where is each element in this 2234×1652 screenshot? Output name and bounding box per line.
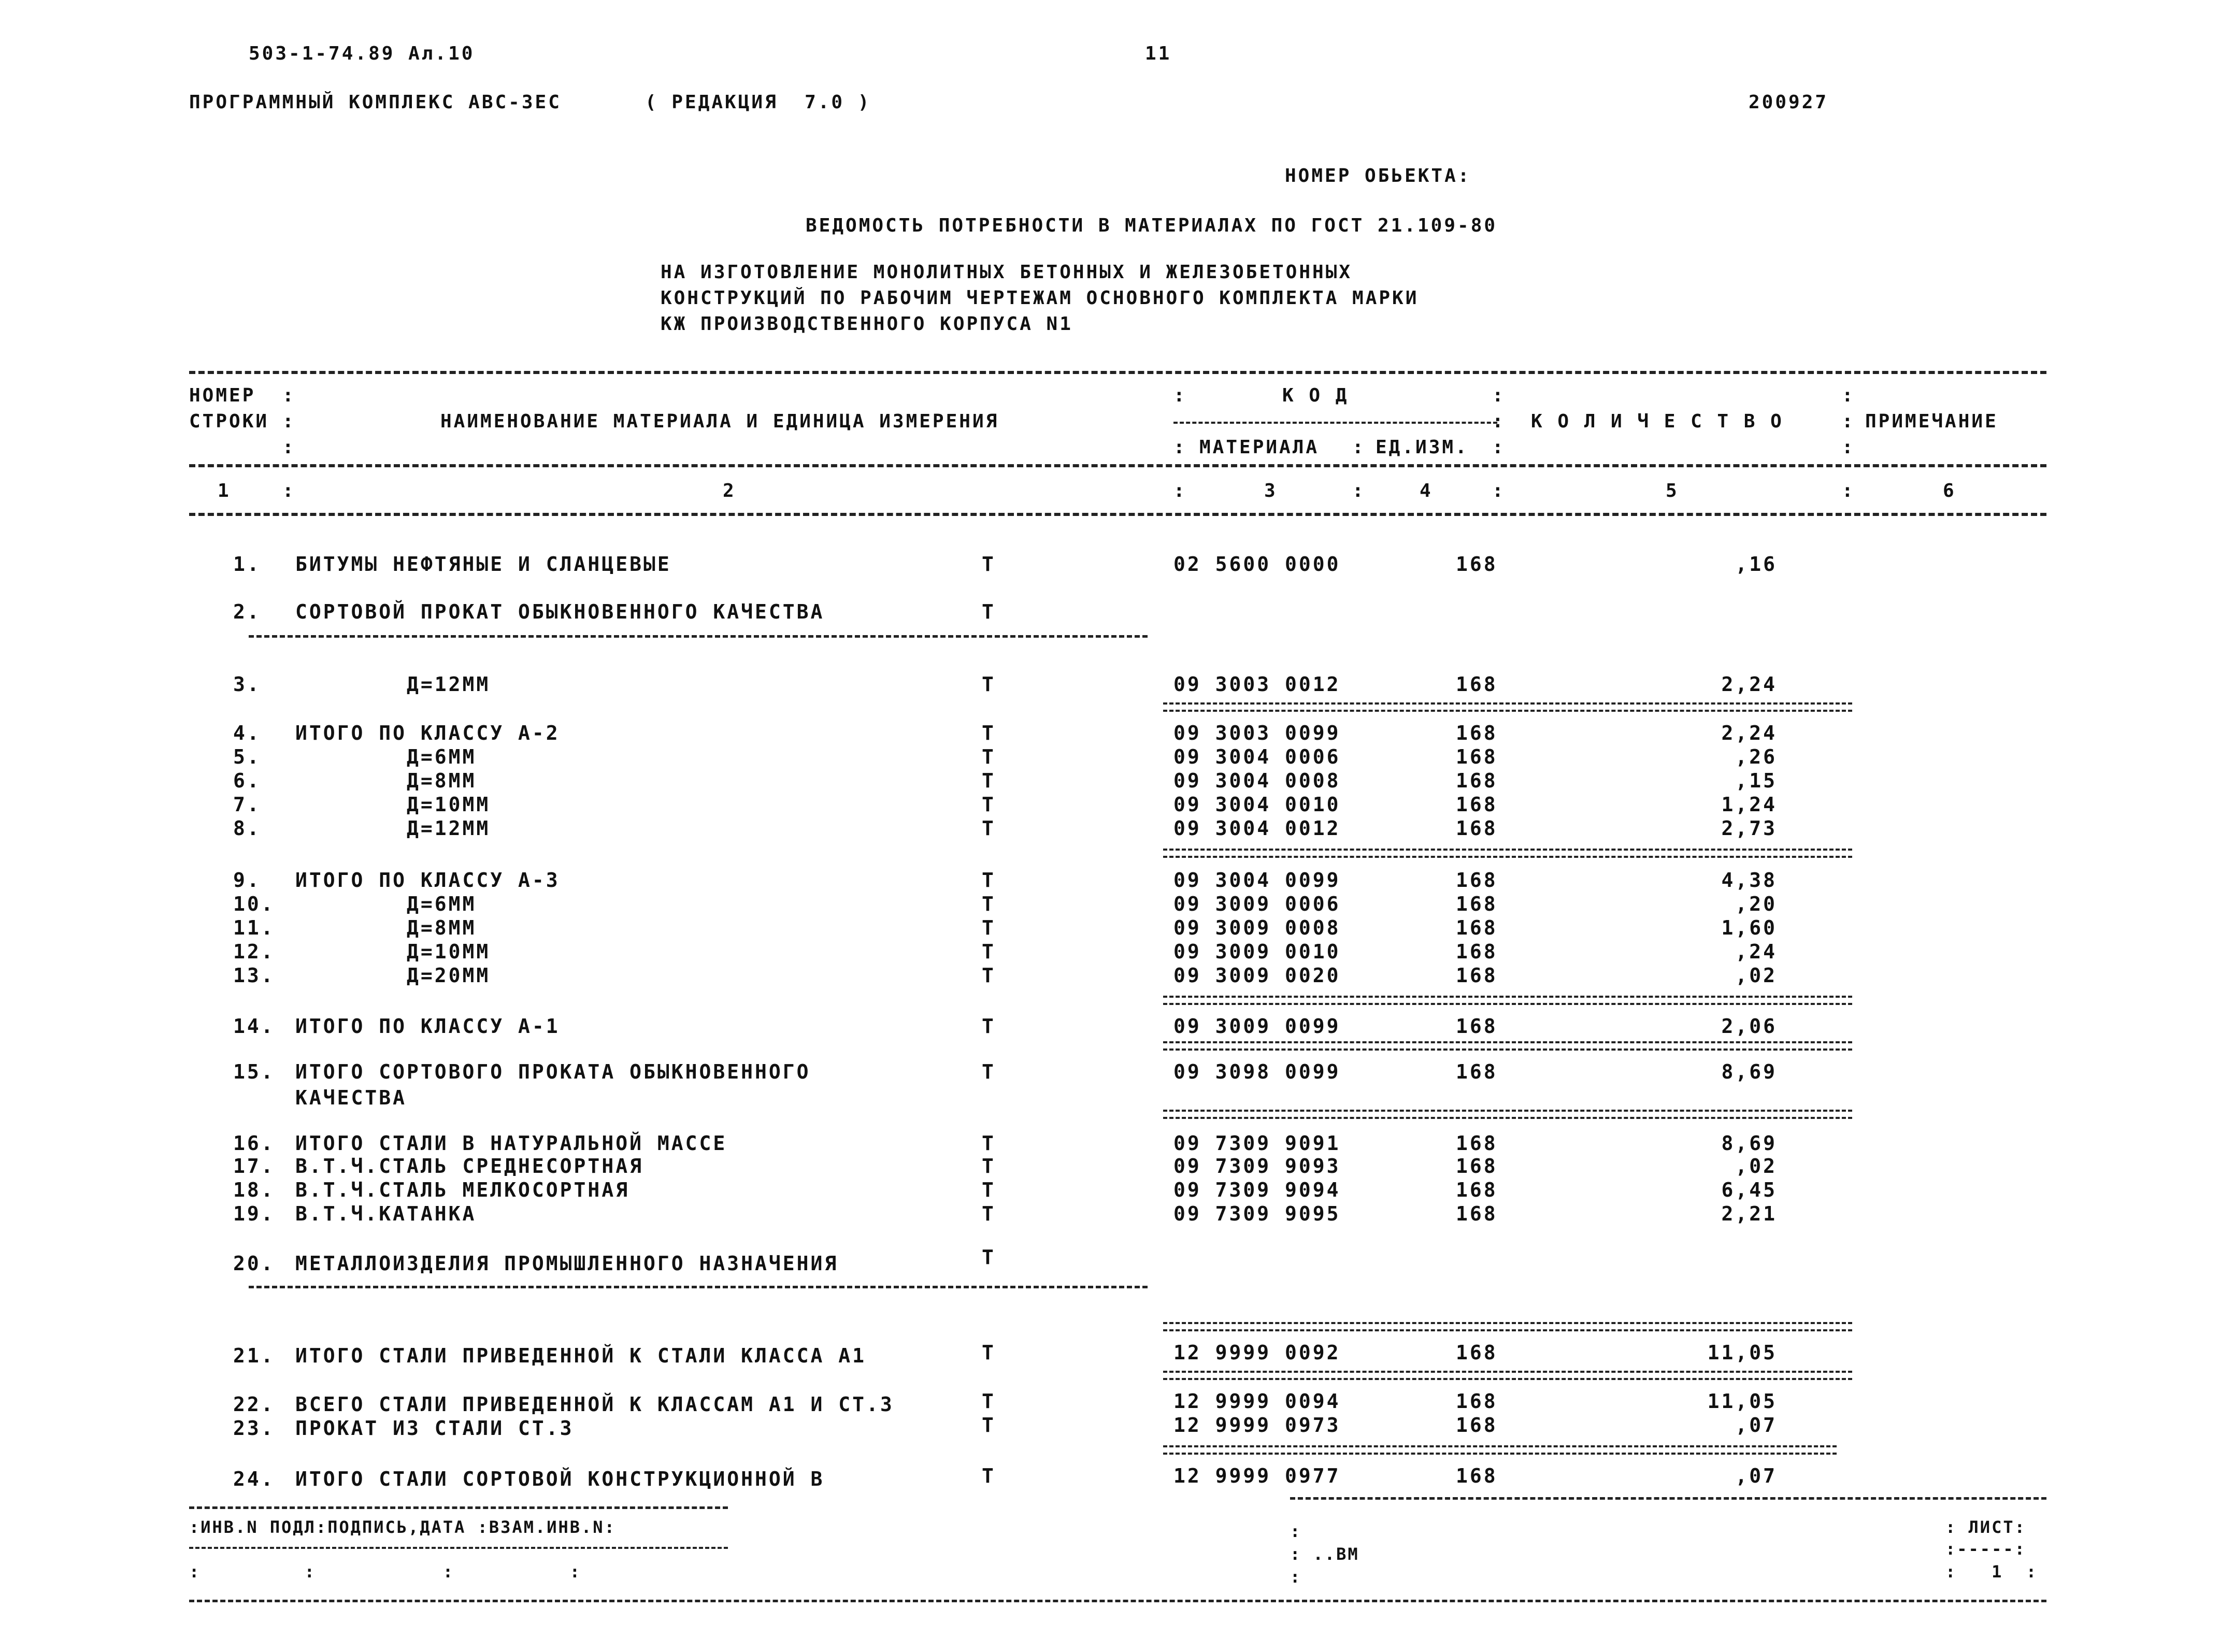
sheet-number: : 1 :	[1945, 1562, 2038, 1582]
col-separator: :	[1842, 411, 1853, 432]
unit-symbol: Т	[982, 1390, 996, 1413]
material-name: ИТОГО СТАЛИ В НАТУРАЛЬНОЙ МАССЕ	[295, 1132, 727, 1155]
col-separator: :	[1352, 437, 1364, 458]
page-bottom-border	[189, 1600, 2046, 1602]
quantity: 2,24	[1721, 673, 1777, 696]
subtitle-line-2: КОНСТРУКЦИЙ ПО РАБОЧИМ ЧЕРТЕЖАМ ОСНОВНОГО КОМПЛЕКТА МАРКИ	[661, 288, 1419, 309]
sheet-box-divider: :-----:	[1945, 1539, 2026, 1559]
unit-symbol: Т	[982, 1202, 996, 1225]
material-code: 12 9999 0094	[1173, 1390, 1341, 1413]
document-number: 200927	[1749, 92, 1829, 113]
material-code: 09 3009 0099	[1173, 1015, 1341, 1038]
quantity: ,07	[1735, 1414, 1777, 1436]
stamp-field-values: : : : :	[189, 1562, 582, 1582]
col-number: 3	[1264, 480, 1278, 501]
col-separator: :	[282, 437, 294, 458]
subtitle-line-3: КЖ ПРОИЗВОДСТВЕННОГО КОРПУСА N1	[661, 313, 1073, 335]
unit-symbol: Т	[982, 1060, 996, 1083]
col-separator: :	[1173, 437, 1200, 458]
material-name: Д=10ММ	[295, 940, 491, 963]
material-name: Д=10ММ	[295, 793, 491, 816]
material-name: ВСЕГО СТАЛИ ПРИВЕДЕННОЙ К КЛАССАМ А1 И СТ.3	[295, 1393, 894, 1416]
unit-code: 168	[1456, 722, 1498, 744]
row-number: 12.	[233, 940, 275, 963]
col-name-header: НАИМЕНОВАНИЕ МАТЕРИАЛА И ЕДИНИЦА ИЗМЕРЕНИЯ	[440, 411, 999, 432]
quantity: 8,69	[1721, 1132, 1777, 1155]
row-number: 2.	[233, 600, 261, 623]
material-name: ИТОГО СОРТОВОГО ПРОКАТА ОБЫКНОВЕННОГО	[295, 1060, 811, 1083]
unit-symbol: Т	[982, 869, 996, 892]
section-underline	[249, 635, 1148, 638]
col-material-header: МАТЕРИАЛА	[1199, 437, 1320, 458]
material-code: 09 7309 9095	[1173, 1202, 1341, 1225]
quantity: 2,06	[1721, 1015, 1777, 1038]
unit-symbol: Т	[982, 1246, 996, 1269]
unit-symbol: Т	[982, 1341, 996, 1364]
unit-symbol: Т	[982, 940, 996, 963]
row-number: 23.	[233, 1417, 275, 1440]
unit-symbol: Т	[982, 916, 996, 939]
material-code: 12 9999 0973	[1173, 1414, 1341, 1436]
material-code: 09 3004 0010	[1173, 793, 1341, 816]
row-number: 14.	[233, 1015, 275, 1038]
col-number: 4	[1420, 480, 1433, 501]
material-name: ПРОКАТ ИЗ СТАЛИ СТ.3	[295, 1417, 574, 1440]
row-number: 5.	[233, 745, 261, 768]
material-code: 09 3004 0008	[1173, 769, 1341, 792]
row-number: 20.	[233, 1252, 275, 1275]
material-code: 09 3009 0020	[1173, 964, 1341, 987]
row-number: 17.	[233, 1155, 275, 1177]
row-number: 24.	[233, 1468, 275, 1490]
row-number: 10.	[233, 893, 275, 915]
material-name: БИТУМЫ НЕФТЯНЫЕ И СЛАНЦЕВЫЕ	[295, 553, 671, 576]
page-number: 11	[1145, 43, 1172, 64]
quantity: 1,60	[1721, 916, 1777, 939]
col-separator: :	[1842, 437, 1853, 458]
subtotal-separator	[1163, 996, 1852, 1005]
row-number: 8.	[233, 817, 261, 840]
unit-code: 168	[1456, 1390, 1498, 1413]
material-name: ИТОГО ПО КЛАССУ А-3	[295, 869, 560, 892]
stamp-field-labels: :ИНВ.N ПОДЛ:ПОДПИСЬ,ДАТА :ВЗАМ.ИНВ.N:	[189, 1517, 616, 1537]
unit-code: 168	[1456, 940, 1498, 963]
row-number: 9.	[233, 869, 261, 892]
col-separator: :	[282, 480, 294, 501]
material-name: Д=20ММ	[295, 964, 491, 987]
material-code: 09 7309 9091	[1173, 1132, 1341, 1155]
quantity: 2,73	[1721, 817, 1777, 840]
col-separator: :	[1492, 411, 1503, 432]
table-header-bottom-border	[189, 513, 2046, 516]
material-code: 09 3098 0099	[1173, 1060, 1341, 1083]
stamp-middle-border	[189, 1547, 728, 1549]
material-code: 09 3009 0010	[1173, 940, 1341, 963]
row-number: 15.	[233, 1060, 275, 1083]
unit-symbol: Т	[982, 964, 996, 987]
col-note-header: ПРИМЕЧАНИЕ	[1865, 411, 1998, 432]
quantity: 2,24	[1721, 722, 1777, 744]
unit-symbol: Т	[982, 1155, 996, 1177]
material-name: Д=12ММ	[295, 673, 491, 696]
row-number: 6.	[233, 769, 261, 792]
material-code: 09 3003 0012	[1173, 673, 1341, 696]
sheet-label: : ЛИСТ:	[1945, 1517, 2026, 1537]
material-name-continued: КАЧЕСТВА	[295, 1086, 407, 1109]
col-number: 2	[723, 480, 736, 501]
row-number: 13.	[233, 964, 275, 987]
col-unit-header: ЕД.ИЗМ.	[1376, 437, 1469, 458]
material-code: 09 7309 9093	[1173, 1155, 1341, 1177]
unit-code: 168	[1456, 916, 1498, 939]
quantity: ,24	[1735, 940, 1777, 963]
unit-code: 168	[1456, 893, 1498, 915]
unit-symbol: Т	[982, 817, 996, 840]
subtotal-separator	[1163, 702, 1852, 712]
material-name: ИТОГО ПО КЛАССУ А-1	[295, 1015, 560, 1038]
col-separator: :	[1173, 385, 1185, 406]
material-code: 12 9999 0092	[1173, 1341, 1341, 1364]
col-separator: :	[1842, 480, 1853, 501]
material-code: 09 3009 0008	[1173, 916, 1341, 939]
subtotal-separator	[1163, 1445, 1837, 1455]
subtotal-separator	[1163, 1322, 1852, 1331]
row-number: 3.	[233, 673, 261, 696]
unit-symbol: Т	[982, 600, 996, 623]
quantity: 6,45	[1721, 1179, 1777, 1201]
quantity: ,16	[1735, 553, 1777, 576]
material-name: ИТОГО СТАЛИ СОРТОВОЙ КОНСТРУКЦИОННОЙ В	[295, 1468, 825, 1490]
title-block-top-border	[1290, 1497, 2046, 1500]
material-code: 09 3004 0006	[1173, 745, 1341, 768]
row-number: 7.	[233, 793, 261, 816]
unit-code: 168	[1456, 745, 1498, 768]
quantity: 8,69	[1721, 1060, 1777, 1083]
unit-symbol: Т	[982, 893, 996, 915]
unit-code: 168	[1456, 1155, 1498, 1177]
col-separator: :	[282, 385, 294, 406]
material-name: ИТОГО СТАЛИ ПРИВЕДЕННОЙ К СТАЛИ КЛАССА А1	[295, 1344, 866, 1367]
material-name: В.Т.Ч.СТАЛЬ СРЕДНЕСОРТНАЯ	[295, 1155, 643, 1177]
col-separator: :	[1842, 385, 1853, 406]
table-header-divider	[189, 464, 2046, 467]
unit-code: 168	[1456, 1179, 1498, 1201]
table-top-border	[189, 371, 2046, 374]
unit-symbol: Т	[982, 673, 996, 696]
col-separator: :	[1352, 480, 1364, 501]
quantity: ,02	[1735, 1155, 1777, 1177]
unit-code: 168	[1456, 769, 1498, 792]
object-label: НОМЕР ОБЬЕКТА:	[1285, 165, 1471, 186]
material-code: 09 3009 0006	[1173, 893, 1341, 915]
row-number: 1.	[233, 553, 261, 576]
material-code: 09 7309 9094	[1173, 1179, 1341, 1201]
material-code: 12 9999 0977	[1173, 1464, 1341, 1487]
material-name: МЕТАЛЛОИЗДЕЛИЯ ПРОМЫШЛЕННОГО НАЗНАЧЕНИЯ	[295, 1252, 839, 1275]
material-code: 09 3004 0012	[1173, 817, 1341, 840]
col-rowno-label-2: СТРОКИ	[189, 411, 269, 432]
material-code: 09 3003 0099	[1173, 722, 1341, 744]
unit-code: 168	[1456, 1060, 1498, 1083]
quantity: 11,05	[1707, 1341, 1777, 1364]
quantity: ,02	[1735, 964, 1777, 987]
unit-code: 168	[1456, 1464, 1498, 1487]
material-name: В.Т.Ч.КАТАНКА	[295, 1202, 477, 1225]
unit-symbol: Т	[982, 769, 996, 792]
row-number: 11.	[233, 916, 275, 939]
title-block-separator: :	[1290, 1567, 1302, 1587]
subtotal-separator	[1163, 1110, 1852, 1119]
unit-symbol: Т	[982, 1179, 996, 1201]
software-edition: ( РЕДАКЦИЯ 7.0 )	[645, 92, 871, 113]
unit-code: 168	[1456, 673, 1498, 696]
title-block-mark: : ..ВМ	[1290, 1544, 1359, 1564]
subtitle-line-1: НА ИЗГОТОВЛЕНИЕ МОНОЛИТНЫХ БЕТОННЫХ И ЖЕЛЕЗОБЕТОННЫХ	[661, 262, 1353, 283]
stamp-top-border	[189, 1506, 728, 1509]
material-code: 02 5600 0000	[1173, 553, 1341, 576]
quantity: ,15	[1735, 769, 1777, 792]
unit-symbol: Т	[982, 1414, 996, 1436]
col-separator: :	[1173, 480, 1185, 501]
col-number: 6	[1943, 480, 1956, 501]
unit-code: 168	[1456, 869, 1498, 892]
quantity: ,26	[1735, 745, 1777, 768]
software-name: ПРОГРАММНЫЙ КОМПЛЕКС АВС-3ЕС	[189, 92, 562, 113]
col-separator: :	[1492, 480, 1503, 501]
unit-code: 168	[1456, 1341, 1498, 1364]
col-qty-header: К О Л И Ч Е С Т В О	[1531, 411, 1784, 432]
quantity: ,07	[1735, 1464, 1777, 1487]
col-code-header: К О Д	[1282, 385, 1349, 406]
col-number: 5	[1666, 480, 1679, 501]
unit-code: 168	[1456, 1015, 1498, 1038]
quantity: 1,24	[1721, 793, 1777, 816]
unit-symbol: Т	[982, 722, 996, 744]
unit-symbol: Т	[982, 1464, 996, 1487]
unit-code: 168	[1456, 793, 1498, 816]
unit-code: 168	[1456, 1132, 1498, 1155]
row-number: 16.	[233, 1132, 275, 1155]
material-name: СОРТОВОЙ ПРОКАТ ОБЫКНОВЕННОГО КАЧЕСТВА	[295, 600, 825, 623]
row-number: 19.	[233, 1202, 275, 1225]
unit-symbol: Т	[982, 553, 996, 576]
material-name: В.Т.Ч.СТАЛЬ МЕЛКОСОРТНАЯ	[295, 1179, 630, 1201]
row-number: 21.	[233, 1344, 275, 1367]
material-code: 09 3004 0099	[1173, 869, 1341, 892]
code-subheader-divider	[1173, 422, 1497, 424]
quantity: 2,21	[1721, 1202, 1777, 1225]
col-separator: :	[1492, 385, 1503, 406]
col-separator: :	[1492, 437, 1503, 458]
section-underline	[249, 1286, 1148, 1288]
unit-code: 168	[1456, 553, 1498, 576]
material-name: ИТОГО ПО КЛАССУ А-2	[295, 722, 560, 744]
row-number: 4.	[233, 722, 261, 744]
quantity: ,20	[1735, 893, 1777, 915]
unit-code: 168	[1456, 1414, 1498, 1436]
document-code: 503-1-74.89 Ал.10	[249, 43, 475, 64]
row-number: 18.	[233, 1179, 275, 1201]
unit-symbol: Т	[982, 1132, 996, 1155]
material-name: Д=6ММ	[295, 745, 477, 768]
material-name: Д=6ММ	[295, 893, 477, 915]
material-name: Д=8ММ	[295, 769, 477, 792]
quantity: 4,38	[1721, 869, 1777, 892]
row-number: 22.	[233, 1393, 275, 1416]
col-rowno-label-1: НОМЕР	[189, 385, 256, 406]
unit-symbol: Т	[982, 745, 996, 768]
title-block-separator: :	[1290, 1521, 1302, 1541]
col-separator: :	[282, 411, 294, 432]
subtotal-separator	[1163, 1041, 1852, 1051]
quantity: 11,05	[1707, 1390, 1777, 1413]
unit-symbol: Т	[982, 1015, 996, 1038]
subtotal-separator	[1163, 1371, 1852, 1380]
col-number: 1	[218, 480, 231, 501]
material-name: Д=12ММ	[295, 817, 491, 840]
unit-code: 168	[1456, 964, 1498, 987]
subtotal-separator	[1163, 849, 1852, 858]
unit-code: 168	[1456, 1202, 1498, 1225]
material-name: Д=8ММ	[295, 916, 477, 939]
page-title: ВЕДОМОСТЬ ПОТРЕБНОСТИ В МАТЕРИАЛАХ ПО ГОСТ 21.109-80	[806, 215, 1498, 236]
unit-code: 168	[1456, 817, 1498, 840]
unit-symbol: Т	[982, 793, 996, 816]
